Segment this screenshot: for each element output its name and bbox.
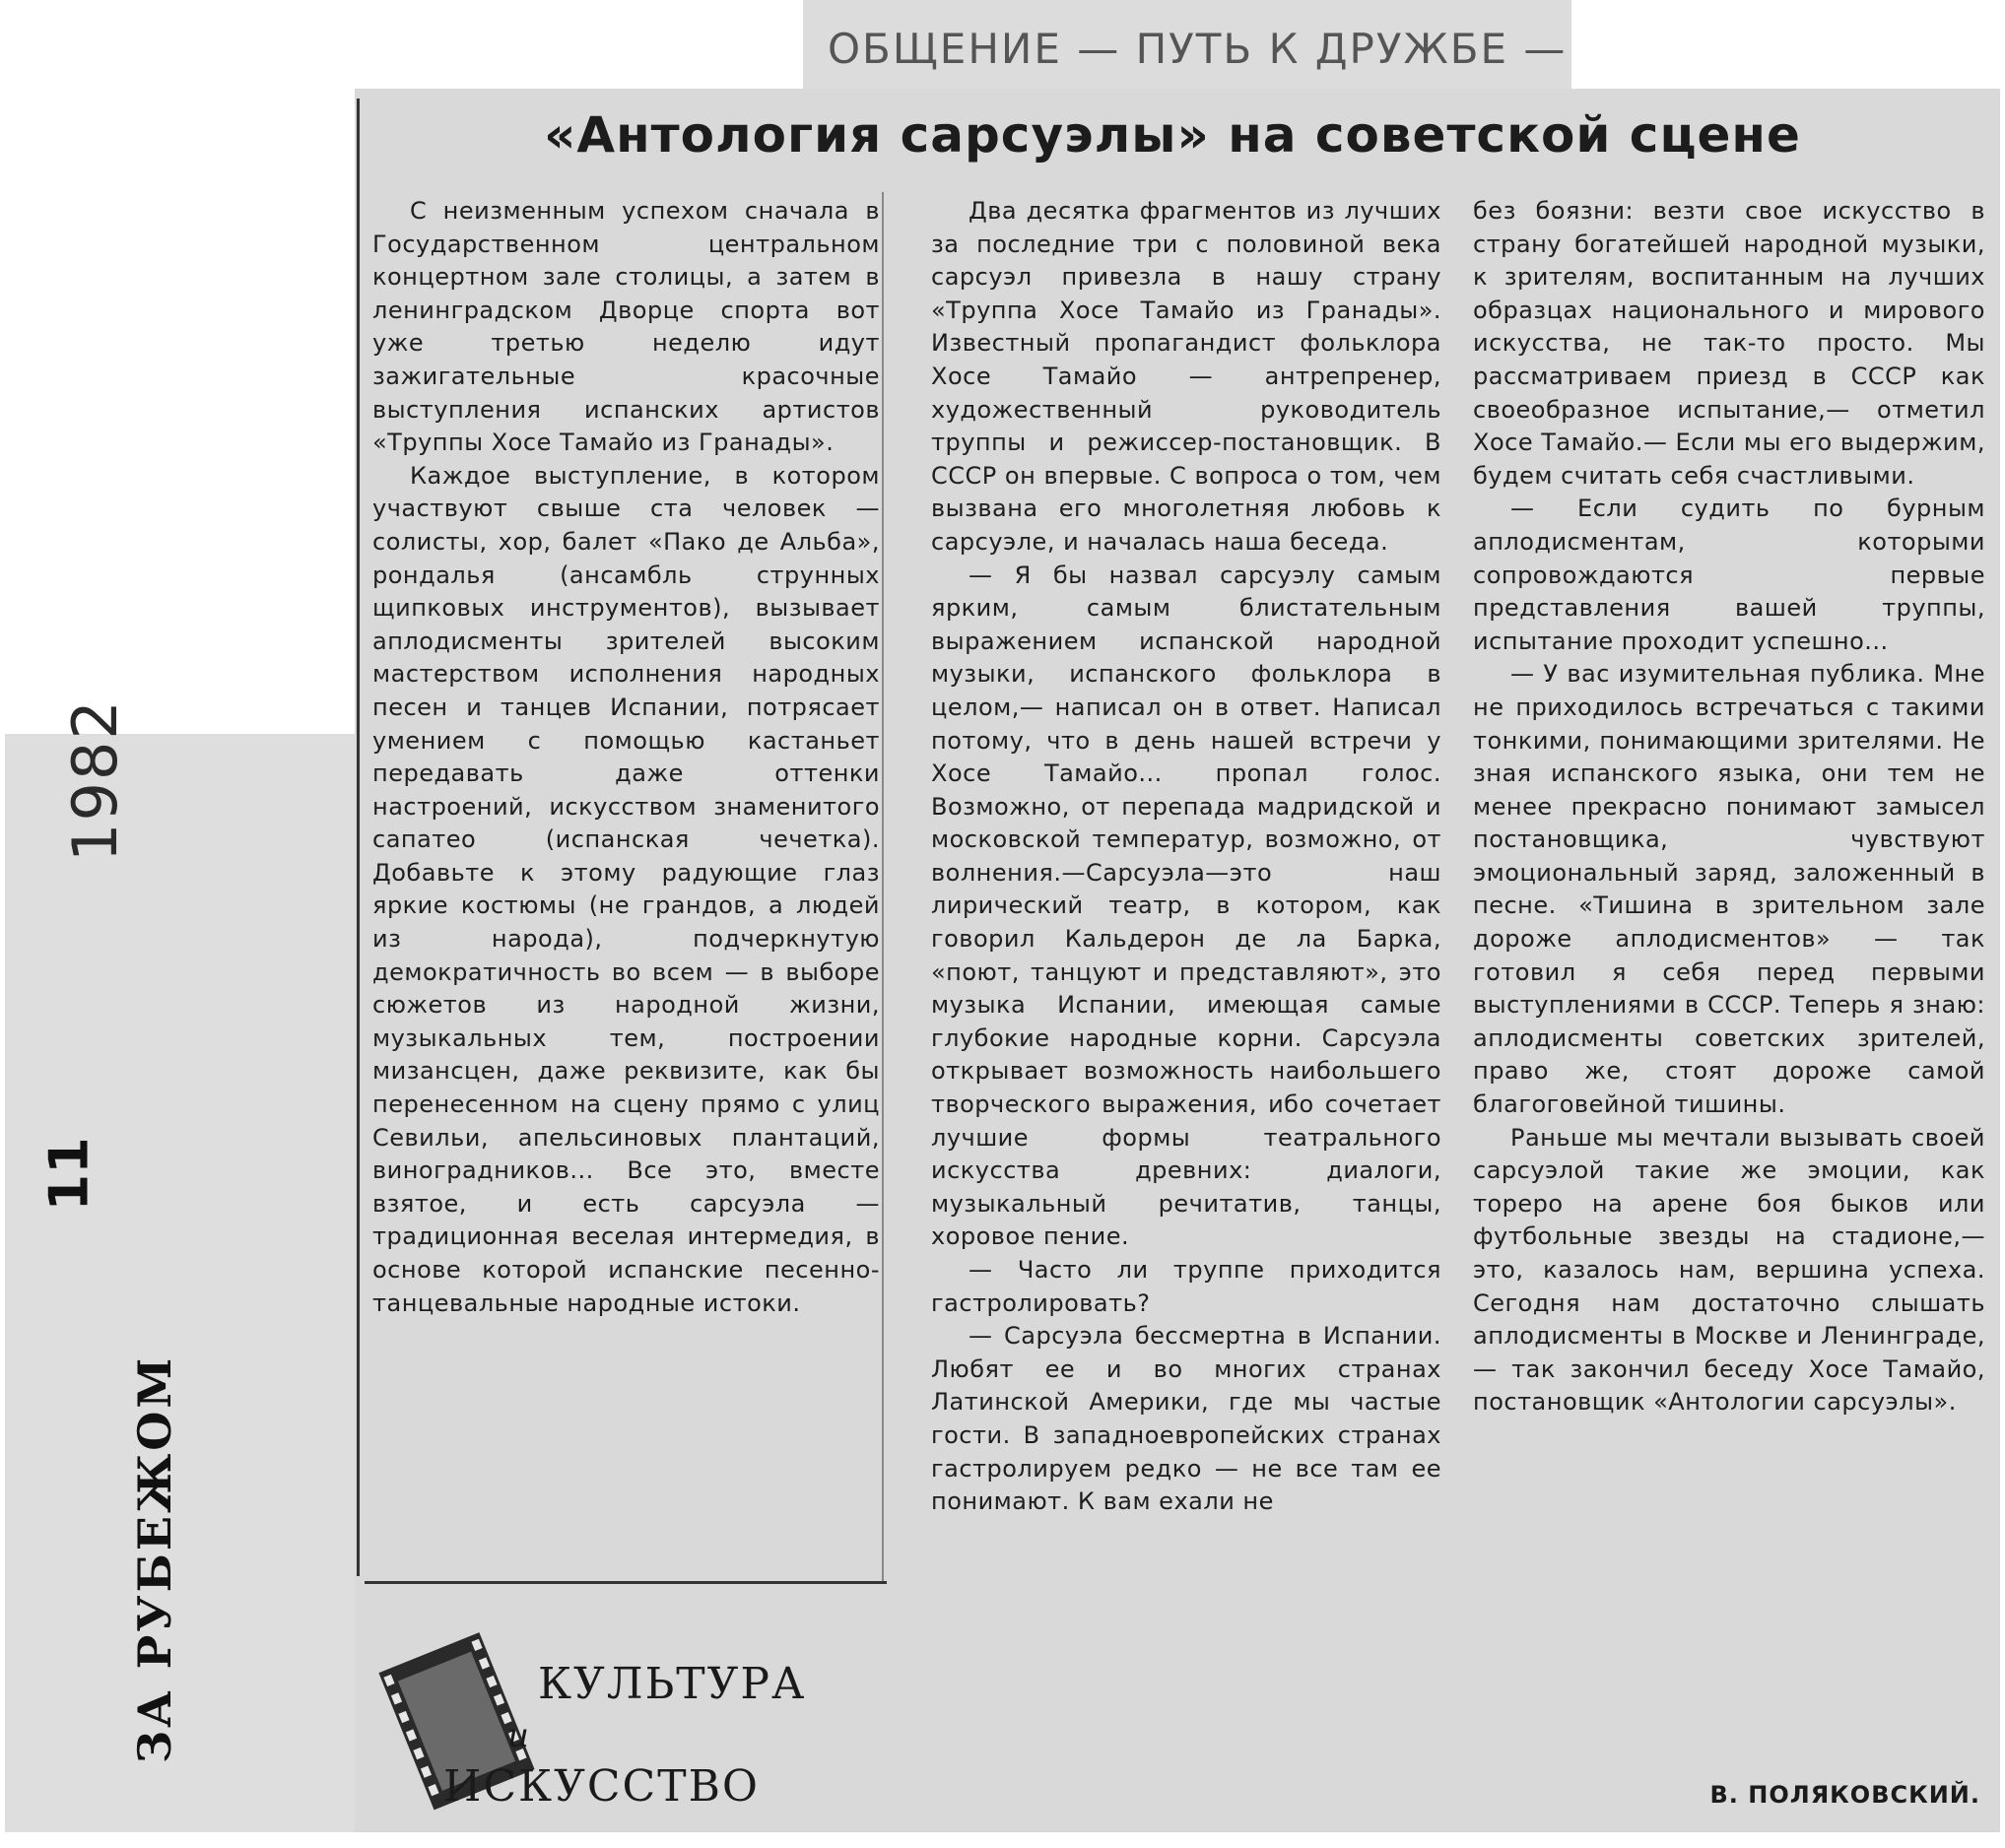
paragraph: — Сарсуэла бессмертна в Испании. Любят ее и во многих странах Латинской Америки, где мы частые гости. В западноевропейских странах гастролируем редко — не все там ее понимают. К вам ехали не [931,1322,1441,1516]
paragraph: С неизменным успехом сначала в Государственном центральном концертном зале столицы, а затем в ленинградском Дворце спорта вот уже третью неделю идут зажигательные красочные выступления испанских артистов «Труппы Хосе Тамайо из Гранады». [372,197,880,457]
paragraph: Каждое выступление, в котором участвуют свыше ста человек — солисты, хор, балет «Пако де Альба», рондалья (ансамбль струнных щипковых инструментов), вызывает аплодисменты зрителей высоким мастерством исполнения народных песен и танцев Испании, потрясает умением с помощью кастаньет передавать даже оттенки настроений, искусством знаменитого сапатео (испанская чечетка). Добавьте к этому радующие глаз яркие костюмы (не грандов, а людей из народа), подчеркнутую демократичность во всем — в выборе сюжетов из народной жизни, музыкальных тем, построении мизансцен, даже реквизите, как бы перенесенном на сцену прямо с улиц Севильи, апельсиновых плантаций, виноградников... Все это, вместе взятое, и есть сарсуэла — традиционная веселая интермедия, в основе которой испанские песенно-танцевальные народные истоки. [372,461,880,1317]
article-column-3 [1473,195,1985,1419]
article-column-1 [372,195,880,1320]
section-logo [365,1616,877,1827]
paragraph: — Часто ли труппе приходится гастролировать? [931,1256,1441,1317]
clipping-left-rule [357,99,360,1576]
paragraph: Два десятка фрагментов из лучших за последние три с половиной века сарсуэл привезла в нашу страну «Труппа Хосе Тамайо из Гранады». Известный пропагандист фольклора Хосе Тамайо — антрепренер, художественный руководитель труппы и режиссер-постановщик. В СССР он впервые. С вопроса о том, чем вызвана его многолетняя любовь к сарсуэле, и началась наша беседа. [931,197,1441,556]
author-signature: В. ПОЛЯКОВСКИЙ. [1709,1781,1980,1809]
logo-word-culture: КУЛЬТУРА [538,1659,807,1709]
margin-paper-strip [5,734,365,1832]
paragraph: Раньше мы мечтали вызывать своей сарсуэлой такие же эмоции, как тореро на арене боя быков или футбольные звезды на стадионе,— это, казалось нам, вершина успеха. Сегодня нам достаточно слышать аплодисменты в Москве и Ленинграде, — так закончил беседу Хосе Тамайо, постановщик «Антологии сарсуэлы». [1473,1123,1985,1417]
paragraph: — У вас изумительная публика. Мне не приходилось встречаться с такими тонкими, понимающими зрителями. Не зная испанского языка, они тем не менее прекрасно понимают замысел постановщика, чувствуют эмоциональный заряд, заложенный в песне. «Тишина в зрительном зале дороже аплодисментов» — так готовил я себя перед первыми выступлениями в СССР. Теперь я знаю: аплодисменты советских зрителей, право же, стоят дороже самой благоговейной тишины. [1473,660,1985,1119]
issue-number: 11 [37,1137,100,1212]
handwritten-year: 1982 [59,698,131,862]
column-divider [882,192,884,1581]
paragraph: — Если судить по бурным аплодисментам, которыми сопровождаются первые представления вашей труппы, испытание проходит успешно... [1473,495,1985,655]
logo-word-art: ИСКУССТВО [443,1761,760,1812]
article-headline: «Антология сарсуэлы» на советской сцене [544,106,1801,164]
article-column-2 [931,195,1441,1519]
rubric: ОБЩЕНИЕ — ПУТЬ К ДРУЖБЕ — [828,25,1568,73]
paragraph: — Я бы назвал сарсуэлу самым ярким, самым блистательным выражением испанской народной музыки, испанского фольклора в целом,— написал он в ответ. Написал потому, что в день нашей встречи у Хосе Тамайо... пропал голос. Возможно, от перепада мадридской и московской температур, возможно, от волнения.—Сарсуэла—это наш лирический театр, в котором, как говорил Кальдерон де ла Барка, «поют, танцуют и представляют», это музыка Испании, имеющая самые глубокие народные корни. Сарсуэла открывает возможность наибольшего творческого выражения, ибо сочетает лучшие формы театрального искусства древних: диалоги, музыкальный речитатив, танцы, хоровое пение. [931,561,1441,1251]
column-bottom-rule [365,1581,887,1584]
logo-word-and: и [507,1716,529,1755]
paragraph: без боязни: везти свое искусство в страну богатейшей народной музыки, к зрителям, воспитанным на лучших образцах национального и мирового искусства, не так-то просто. Мы рассматриваем приезд в СССР как своеобразное испытание,— отметил Хосе Тамайо.— Если мы его выдержим, будем считать себя счастливыми. [1473,197,1985,490]
newspaper-name: ЗА РУБЕЖОМ [128,1354,181,1763]
